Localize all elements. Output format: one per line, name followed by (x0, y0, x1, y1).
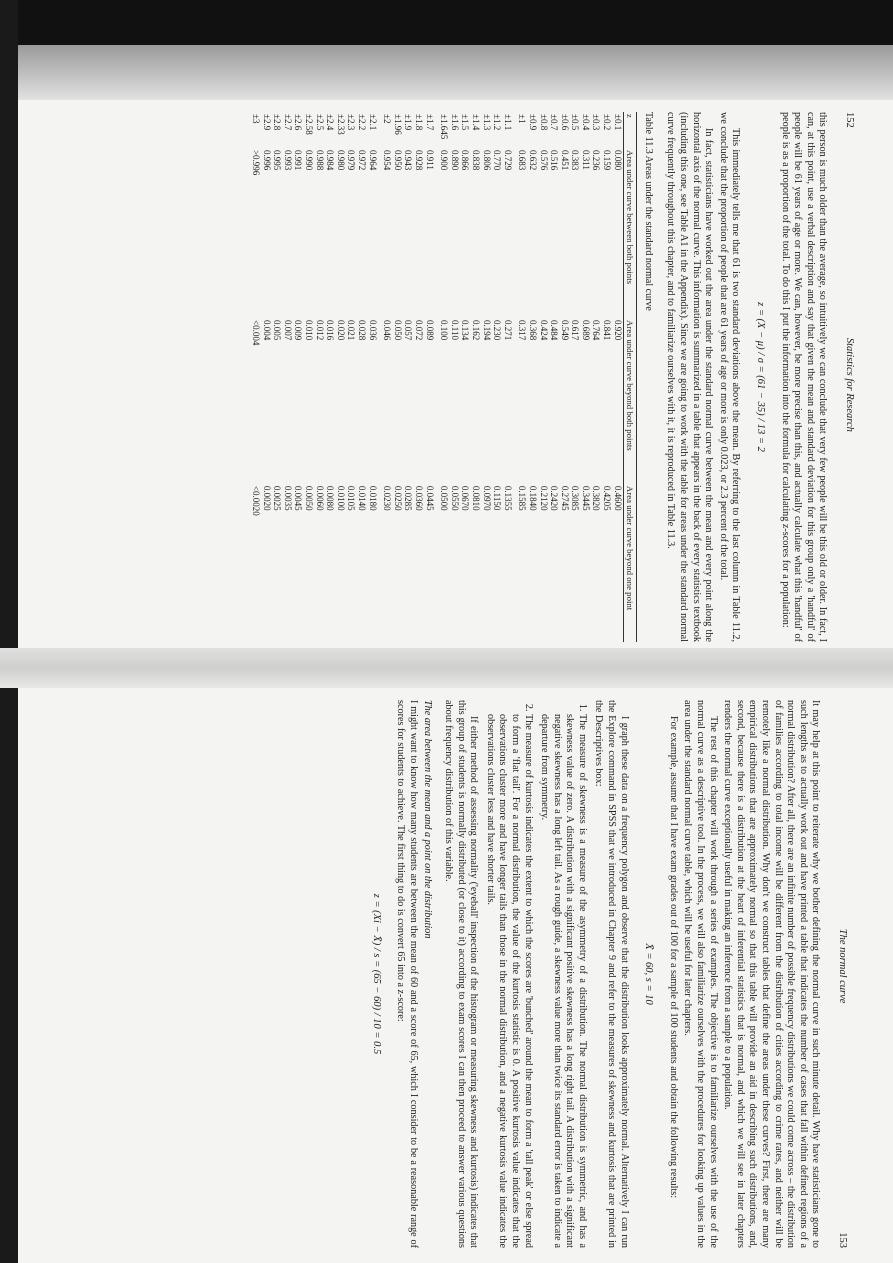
table-cell: 0.950 (392, 149, 403, 171)
table-cell: 0.0105 (346, 485, 357, 511)
table-cell: 0.159 (602, 149, 613, 171)
table-cell: ±1.8 (414, 114, 424, 131)
table-cell: 0.984 (325, 149, 336, 171)
running-header (835, 700, 848, 1248)
z-score-formula: z = (Xi − X̄) / s = (65 − 60) / 10 = 0.5 (370, 893, 382, 1055)
table-row (517, 112, 528, 642)
table-cell: 0.920 (612, 320, 623, 341)
table-cell: ±1 (517, 114, 528, 124)
table-cell: 0.080 (612, 149, 623, 171)
table-header: Area under curve beyond one point (623, 484, 637, 642)
table-row (492, 112, 503, 642)
table-row (460, 112, 471, 642)
table-cell: <0.004 (251, 320, 262, 346)
table-row (549, 112, 560, 642)
table-cell: 0.0500 (439, 485, 450, 511)
table-cell: 0.236 (591, 149, 602, 171)
table-cell: 0.3820 (591, 485, 602, 511)
table-cell: 0.050 (392, 320, 403, 341)
table-cell: 0.424 (538, 320, 549, 341)
table-row (481, 112, 492, 642)
table-row (602, 112, 613, 642)
table-cell: 0.016 (325, 320, 336, 341)
table-cell: 0.617 (570, 320, 581, 341)
table-row (559, 112, 570, 642)
table-row (251, 112, 262, 642)
table-cell: 0.841 (602, 320, 613, 341)
table-cell: ±0.6 (559, 114, 570, 131)
table-cell: 0.4600 (612, 485, 623, 511)
table-cell: 0.0250 (392, 485, 403, 511)
table-row (439, 112, 450, 642)
table-cell: 0.632 (527, 149, 538, 171)
table-cell: 0.134 (460, 320, 471, 341)
table-cell: 0.484 (549, 320, 560, 341)
table-row (403, 112, 414, 642)
table-cell: 0.954 (382, 149, 393, 171)
table-row (261, 112, 272, 642)
paragraph: I might want to know how many students are between the mean of 60 and a score of 65, which I consider to be a reasonable range of scores for students to achieve. The first thing to do is convert 65 into a z-score: (395, 700, 419, 1248)
z-score-formula: z = (X − μ) / σ = (61 − 35) / 13 = 2 (755, 302, 767, 452)
table-cell: 0.004 (261, 320, 272, 341)
table-cell: 0.689 (580, 320, 591, 341)
book-spine (0, 648, 893, 688)
table-cell: 0.0445 (424, 485, 435, 511)
table-cell: 0.770 (492, 149, 503, 171)
table-cell: 0.021 (346, 320, 357, 341)
list-item: 1. The measure of skewness is a measure of the asymmetry of a distribution. The normal distribution is symmetric, and has a skewness value of zero. A distribution with a significant positive skewness has a long right tail. A distribution with a significant negative skewness has a long left tail. As a rough guide, a skewness value more than twice its standard error is taken to indicate a departure from symmetry. (538, 714, 588, 1248)
normal-curve-table (251, 112, 638, 642)
table-cell: 0.1840 (527, 485, 538, 511)
list-item: 2. The measure of kurtosis indicates the extent to which the scores are 'bunched' around the mean to form a 'tall peak' or else spread to form a 'flat tail'. For a normal distribution, the value of the kurtosis statistic is 0. A positive kurtosis value indicates that the observations cluster more and have longer tails than those in the normal distribution, and a negative kurtosis value indicates the observations cluster less and have shorter tails. (483, 714, 533, 1248)
table-cell: ±0.8 (538, 114, 549, 131)
table-cell: 0.0360 (414, 485, 424, 511)
table-row (570, 112, 581, 642)
table-row (538, 112, 549, 642)
table-cell: 0.020 (335, 320, 346, 341)
table-cell: ±1.3 (481, 114, 492, 131)
table-row (367, 112, 382, 642)
table-row (527, 112, 538, 642)
table-header: Area under curve beyond both points (623, 318, 637, 484)
table-cell: 0.2120 (538, 485, 549, 511)
table-cell: 0.009 (293, 320, 304, 341)
table-cell: <0.0020 (251, 485, 262, 516)
table-cell: ±2.4 (325, 114, 336, 131)
table-row (470, 112, 481, 642)
table-cell: 0.162 (470, 320, 481, 341)
table-cell: 0.2420 (549, 485, 560, 511)
table-header: z (623, 112, 637, 148)
scan-border-top (0, 0, 893, 45)
table-cell: ±0.1 (612, 114, 623, 131)
table-cell: 0.100 (439, 320, 450, 341)
table-cell: 0.993 (282, 149, 293, 171)
table-cell: 0.990 (304, 149, 315, 171)
table-cell: 0.007 (282, 320, 293, 341)
table-cell: 0.0025 (272, 485, 283, 511)
table-cell: 0.0140 (357, 485, 368, 511)
paragraph: For example, assume that I have exam grades out of 100 for a sample of 100 students and obtain the following results: (667, 716, 679, 1199)
table-cell: 0.0035 (282, 485, 293, 511)
table-cell: 0.4205 (602, 485, 613, 511)
table-cell: 0.383 (570, 149, 581, 171)
table-cell: 0.928 (414, 149, 424, 171)
table-cell: ±0.5 (570, 114, 581, 131)
table-cell: 0.943 (403, 149, 414, 171)
mean-sd-formula: X̄ = 60, s = 10 (643, 943, 655, 1005)
table-cell: ±2.33 (335, 114, 346, 135)
table-cell: ±0.3 (591, 114, 602, 131)
table-cell: 0.972 (357, 149, 368, 171)
table-row (335, 112, 346, 642)
table-cell: 0.806 (481, 149, 492, 171)
table-cell: ±1.6 (449, 114, 460, 131)
table-cell: 0.0100 (335, 485, 346, 511)
table-row (413, 112, 424, 642)
table-cell: 0.089 (424, 320, 435, 341)
table-row (591, 112, 602, 642)
table-cell: 0.1355 (502, 485, 513, 511)
table-row (612, 112, 623, 642)
table-row (346, 112, 357, 642)
table-cell: 0.3085 (570, 485, 581, 511)
page-number: 152 (844, 112, 855, 128)
table-cell: 0.838 (470, 149, 481, 171)
table-row (293, 112, 304, 642)
table-cell: 0.890 (449, 149, 460, 171)
table-cell: 0.0230 (382, 485, 393, 511)
table-row (356, 112, 367, 642)
paragraph: this person is much older than the average, so intuitively we can conclude that very few people will be this old or older. In fact, I can, at this point, use a verbal description and say that given the mean and standard deviation for this group only a 'handful' of people will be 61 years of age or more. We can, however, be more precise than this, and actually calculate what this 'handful' of people is as a proportion of the total. To do this I put the information into the formula for calculating z-scores for a population: (779, 112, 829, 642)
table-cell: 0.451 (559, 149, 570, 171)
table-row (424, 112, 439, 642)
table-cell: 0.194 (481, 320, 492, 341)
table-row (282, 112, 293, 642)
table-cell: ±1.5 (460, 114, 471, 131)
table-cell: ±3 (251, 114, 262, 124)
table-cell: ±2 (382, 114, 393, 124)
table-cell: 0.980 (335, 149, 346, 171)
table-body (251, 112, 624, 642)
table-cell: ±1.645 (439, 114, 450, 140)
running-head: The normal curve (837, 928, 848, 1004)
table-cell: 0.057 (403, 320, 414, 341)
running-head: Statistics for Research (844, 337, 855, 432)
table-cell: 0.046 (382, 320, 393, 341)
paragraph: In fact, statisticians have worked out the area under the standard normal curve between the mean and every point along the horizontal axis of the normal curve. This information is summarized in a table that appears in the back of every statistics textbook (including this one, see Table A1 in the Appendix). Since we are going to work with the table for areas under the standard normal curve frequently throughout this chapter, and to familiarize ourselves with it, it is reproduced in Table 11.3. (665, 112, 715, 642)
numbered-list (483, 700, 588, 1248)
table-cell: 0.110 (449, 320, 460, 340)
table-cell: 0.0060 (314, 485, 325, 511)
table-cell: 0.764 (591, 320, 602, 341)
table-cell: 0.991 (293, 149, 304, 171)
table-cell: 0.2745 (559, 485, 570, 511)
table-cell: ±0.4 (580, 114, 591, 131)
page-153 (357, 700, 848, 1248)
table-cell: 0.271 (502, 320, 513, 341)
table-cell: 0.576 (538, 149, 549, 171)
table-cell: 0.012 (314, 320, 325, 341)
table-cell: ±1.96 (392, 114, 403, 135)
paragraph: The rest of this chapter will work through a series of examples. The objective is to familiarize ourselves with the use of the normal curve as a descriptive tool. In the process, we will also familiarize ourselves with the procedures for looking up values in the area under the standard normal curve table, which will be useful for later chapters. (682, 700, 719, 1248)
table-cell: 0.0970 (481, 485, 492, 511)
table-cell: 0.911 (424, 149, 435, 170)
table-header: Area under curve between both points (623, 148, 637, 318)
table-cell: 0.729 (502, 149, 513, 171)
subheading: The area between the mean and a point on the distribution (422, 700, 434, 939)
table-cell: ±1.7 (424, 114, 435, 131)
table-cell: 0.317 (517, 320, 528, 341)
table-cell: 0.0050 (304, 485, 315, 511)
table-cell: 0.0020 (261, 485, 272, 511)
table-cell: 0.988 (314, 149, 325, 171)
table-cell: ±1.9 (403, 114, 414, 131)
table-cell: ±0.9 (527, 114, 538, 131)
table-row (449, 112, 460, 642)
table-cell: ±1.1 (502, 114, 513, 131)
table-cell: 0.0180 (367, 485, 378, 511)
table-cell: ±2.6 (293, 114, 304, 131)
table-caption: Table 11.3 Areas under the standard normal curve (642, 112, 654, 311)
table-row (580, 112, 591, 642)
table-cell: 0.964 (367, 149, 378, 171)
table-cell: 0.866 (460, 149, 471, 171)
table-cell: ±2.9 (261, 114, 272, 131)
table-cell: 0.683 (517, 149, 528, 171)
table-cell: 0.0670 (460, 485, 471, 511)
table-cell: ±0.7 (549, 114, 560, 131)
table-row (325, 112, 336, 642)
table-cell: ±2.2 (357, 114, 368, 131)
table-cell: 0.072 (414, 320, 424, 341)
table-cell: ±2.1 (367, 114, 378, 131)
table-cell: ±1.2 (492, 114, 503, 131)
table-cell: ±2.7 (282, 114, 293, 131)
table-cell: 0.028 (357, 320, 368, 341)
table-row (314, 112, 325, 642)
table-cell: ±2.8 (272, 114, 283, 131)
table-cell: 0.0080 (325, 485, 336, 511)
table-cell: 0.036 (367, 320, 378, 341)
paragraph: If either method of assessing normality ('eyeball' inspection of the histogram or measuring skewness and kurtosis) indicates that this group of students is normally distributed (or close to it) according to exam scores I can then proceed to answer various questions about frequency distribution of this variable. (442, 700, 480, 1248)
paragraph: I graph these data on a frequency polygon and observe that the distribution looks approximately normal. Alternatively I can run the Explore command in SPSS that we introduced in Chapter 9 and refer to the measures of skewness and kurtosis that are printed in the Descriptives box: (593, 700, 630, 1248)
table-cell: 0.1150 (492, 485, 503, 511)
table-cell: 0.979 (346, 149, 357, 171)
table-cell: 0.995 (272, 149, 283, 171)
table-row (502, 112, 517, 642)
table-cell: 0.0550 (449, 485, 460, 511)
table-cell: 0.996 (261, 149, 272, 171)
table-cell: 0.010 (304, 320, 315, 341)
paragraph: This immediately tells me that 61 is two standard deviations above the mean. By referring to the last column in Table 11.2, we conclude that the proportion of people that are 61 years of age or more is only 0.023, or 2.3 percent of the total. (717, 112, 742, 642)
page-number: 153 (837, 1232, 848, 1248)
table-row (382, 112, 393, 642)
table-cell: >0.996 (251, 149, 262, 176)
table-cell: ±1.4 (470, 114, 481, 131)
table-cell: 0.549 (559, 320, 570, 341)
table-cell: 0.3445 (580, 485, 591, 511)
scan-border-left (0, 0, 18, 1263)
table-cell: 0.900 (439, 149, 450, 171)
running-header (842, 112, 855, 642)
table-row (272, 112, 283, 642)
table-row (303, 112, 314, 642)
table-cell: ±2.3 (346, 114, 357, 131)
page-152 (251, 112, 856, 642)
table-cell: 0.005 (272, 320, 283, 341)
table-cell: 0.0285 (403, 485, 414, 511)
table-cell: 0.1585 (517, 485, 528, 511)
table-cell: ±2.5 (314, 114, 325, 131)
scan-shadow (18, 45, 893, 105)
table-cell: 0.311 (580, 149, 591, 170)
paragraph: It may help at this point to reiterate why we bother defining the normal curve in such minute detail. Why have statisticians gone to such lengths as to actually work out and have printed a table that indicates the number of cases that fall within defined regions of a normal distribution? After all, there are an infinite number of possible frequency distributions we could come across – the distribution of families according to total income will be different from the distribution of cities according to crime rates, and neither will be remotely like a normal distribution. Why don't we construct tables that define the areas under these curves? First, there are many empirical distributions that are approximately normal so that this table will provide an aid in describing such distributions, and, second, because there is a distribution at the heart of inferential statistics that is normal, and which we will see in later chapters renders the normal curve exceptionally useful in making an inference from a sample to a population. (722, 700, 822, 1248)
table-cell: 0.516 (549, 149, 560, 171)
table-cell: ±0.2 (602, 114, 613, 131)
table-cell: 0.0045 (293, 485, 304, 511)
table-cell: 0.0810 (470, 485, 481, 511)
table-cell: ±2.58 (304, 114, 315, 135)
table-cell: 0.230 (492, 320, 503, 341)
table-cell: 0.368 (527, 320, 538, 341)
table-row (392, 112, 403, 642)
